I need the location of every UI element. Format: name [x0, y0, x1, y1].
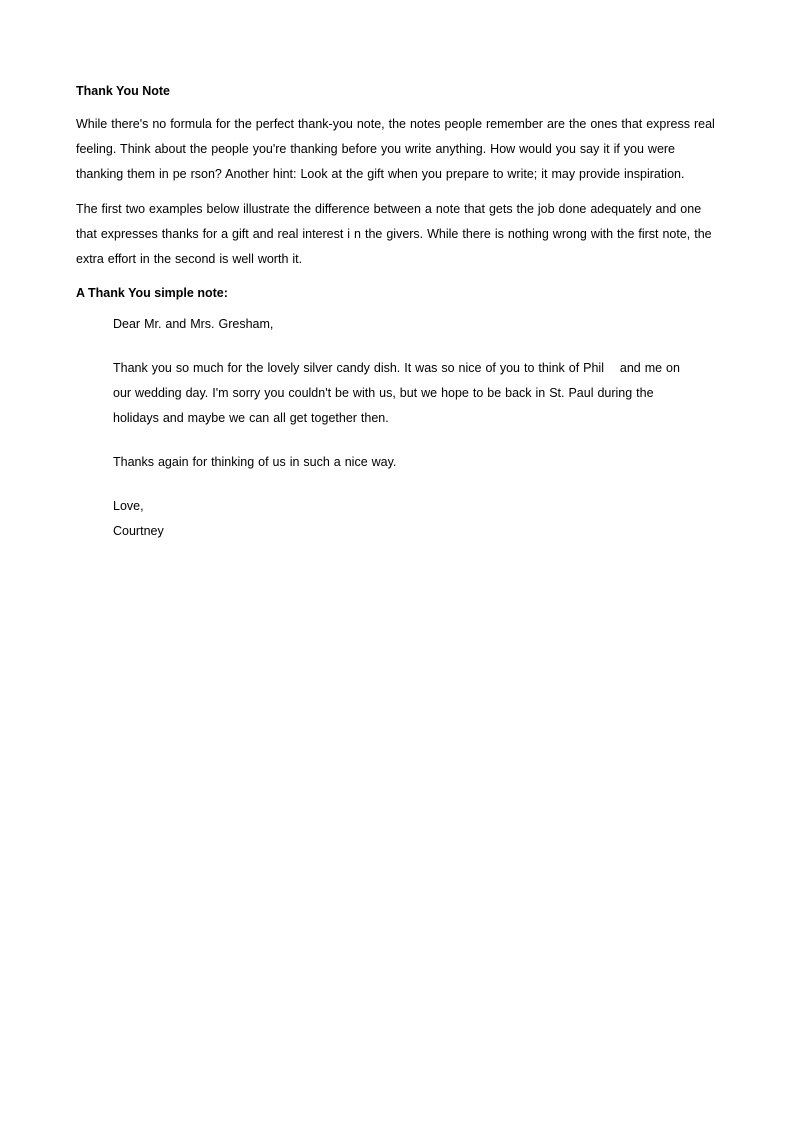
document-title: Thank You Note	[76, 84, 170, 98]
sample-letter	[113, 312, 693, 544]
document-content	[76, 80, 716, 544]
letter-sign-off: Love,	[113, 499, 144, 513]
section-heading: A Thank You simple note:	[76, 286, 228, 300]
letter-salutation: Dear Mr. and Mrs. Gresham,	[113, 317, 274, 331]
letter-body: Thank you so much for the lovely silver candy dish. It was so nice of you to think of Phil and me on our wedding day. I'm sorry you couldn't be with us, but we hope to be back in St. Paul during the holidays and maybe we can all get together then.	[113, 361, 684, 425]
intro-paragraph-1: While there's no formula for the perfect thank-you note, the notes people remember are the ones that express real feeling. Think about the people you're thanking before you write anything. How would you say it if you were thanking them in pe rson? Another hint: Look at the gift when you prepare to write; it may provide inspiration.	[76, 117, 715, 181]
letter-closing-line: Thanks again for thinking of us in such a nice way.	[113, 455, 397, 469]
letter-signature: Courtney	[113, 524, 164, 538]
intro-paragraph-2: The first two examples below illustrate the difference between a note that gets the job done adequately and one that expresses thanks for a gift and real interest i n the givers. While there is nothing wrong with the first note, the extra effort in the second is well worth it.	[76, 202, 712, 266]
